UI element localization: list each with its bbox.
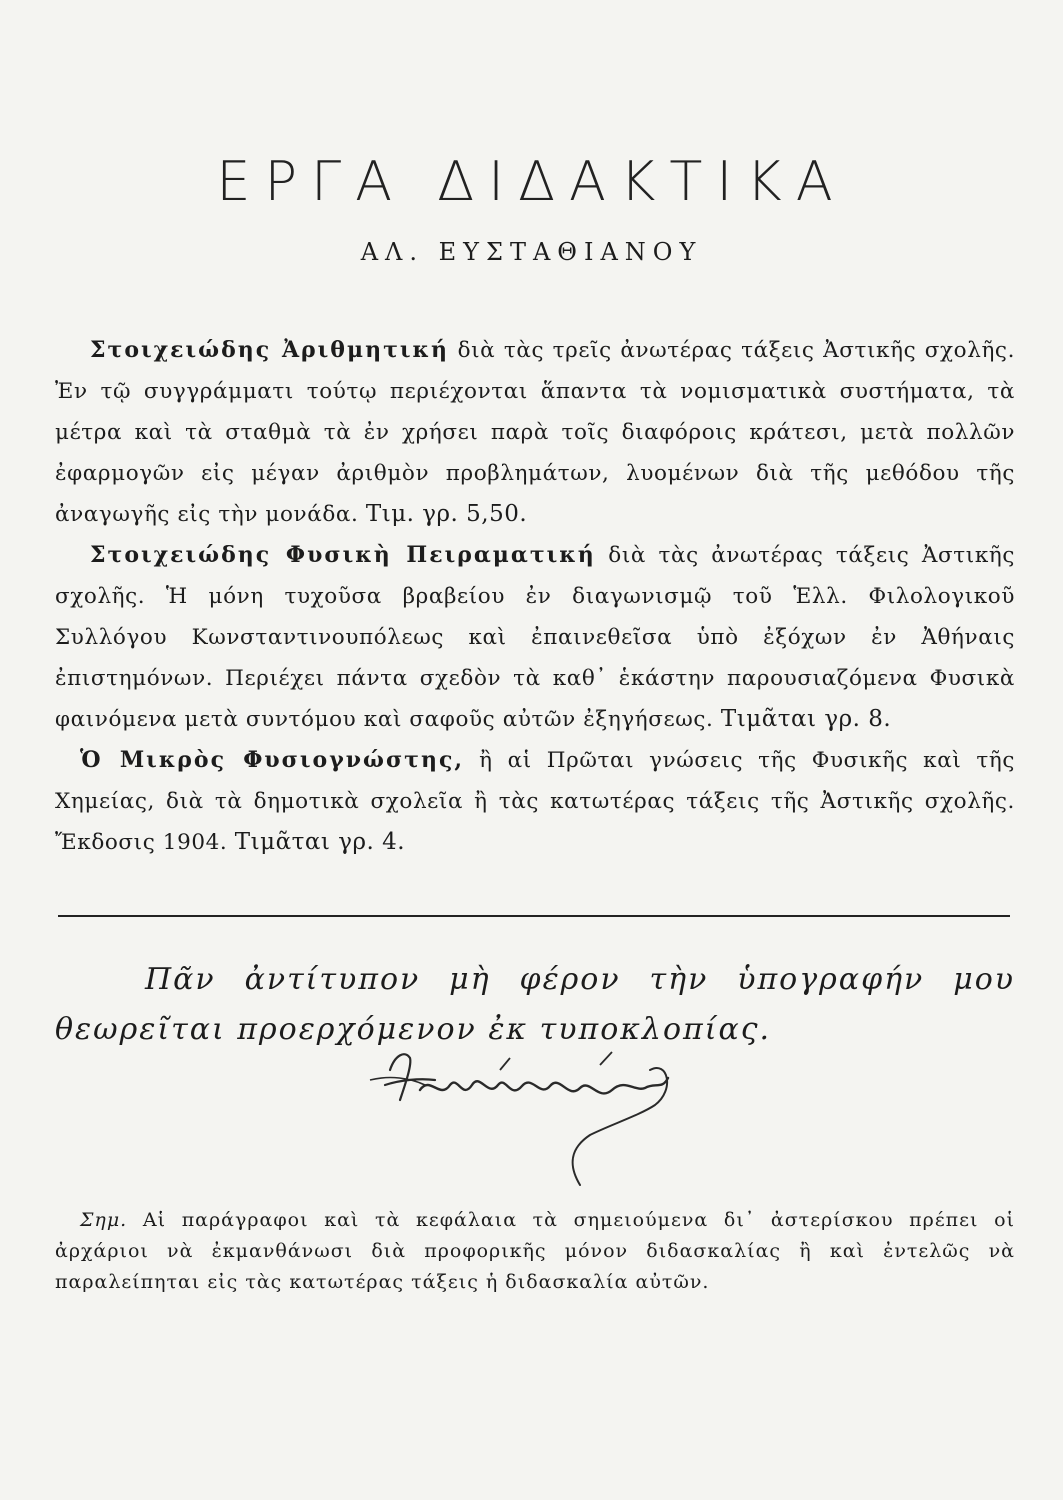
work-price: Τιμ. γρ. 5,50.: [365, 501, 528, 527]
work-description: διὰ τὰς τρεῖς ἀνωτέρας τάξεις Ἀστικῆς σχολῆς. Ἐν τῷ συγγράμματι τούτῳ περιέχονται ἅπαντα τὰ νομισματικὰ συστήματα, τὰ μέτρα καὶ τὰ σταθμὰ τὰ ἐν χρήσει παρὰ τοῖς διαφόροις κράτεσι, μετὰ πολλῶν ἐφαρμογῶν εἰς μέγαν ἀριθμὸν προβλημάτων, λυομένων διὰ τῆς μεθόδου τῆς ἀναγωγῆς εἰς τὴν μονάδα.: [55, 338, 1015, 527]
copyright-notice: Πᾶν ἀντίτυπον μὴ φέρον τὴν ὑπογραφήν μου θεωρεῖται προερχόμενον ἐκ τυποκλοπίας.: [55, 962, 1015, 1047]
work-entry-physics: [55, 535, 1015, 740]
work-price: Τιμᾶται γρ. 8.: [720, 706, 892, 732]
work-description: ἢ αἱ Πρῶται γνώσεις τῆς Φυσικῆς καὶ τῆς Χημείας, διὰ τὰ δημοτικὰ σχολεῖα ἢ τὰς κατωτέρας τάξεις τῆς Ἀστικῆς σχολῆς. Ἔκδοσις 1904.: [55, 748, 1015, 855]
page-title: ΕΡΓΑ ΔΙΔΑΚΤΙΚΑ: [216, 150, 847, 213]
work-title: Ὁ Μικρὸς Φυσιογνώστης,: [80, 747, 465, 773]
work-title: Στοιχειώδης Φυσικὴ Πειραματική: [90, 542, 596, 568]
work-entry-naturalist: [55, 740, 1015, 863]
footnote: [55, 1205, 1015, 1298]
footnote-label: Σημ.: [80, 1209, 128, 1231]
work-description: διὰ τὰς ἀνωτέρας τάξεις Ἀστικῆς σχολῆς. Ἡ μόνη τυχοῦσα βραβείου ἐν διαγωνισμῷ τοῦ Ἑλλ. Φιλολογικοῦ Συλλόγου Κωνσταντινουπόλεως καὶ ἐπαινεθεῖσα ὑπὸ ἐξόχων ἐν Ἀθήναις ἐπιστημόνων. Περιέχει πάντα σχεδὸν τὰ καθ᾽ ἑκάστην παρουσιαζόμενα Φυσικὰ φαινόμενα μετὰ συντόμου καὶ σαφοῦς αὐτῶν ἐξηγήσεως.: [55, 543, 1015, 732]
handwritten-signature: [350, 1030, 690, 1200]
work-price: Τιμᾶται γρ. 4.: [234, 829, 406, 855]
work-title: Στοιχειώδης Ἀριθμητική: [90, 337, 450, 363]
works-list: [55, 330, 1015, 863]
work-entry-arithmetic: [55, 330, 1015, 535]
divider-rule: [58, 915, 1010, 917]
footnote-text: Αἱ παράγραφοι καὶ τὰ κεφάλαια τὰ σημειούμενα δι᾽ ἀστερίσκου πρέπει οἱ ἀρχάριοι νὰ ἐκμανθάνωσι διὰ προφορικῆς μόνον διδασκαλίας ἢ καὶ ἐντελῶς νὰ παραλείπηται εἰς τὰς κατωτέρας τάξεις ἡ διδασκαλία αὐτῶν.: [55, 1209, 1015, 1293]
author-name: ΑΛ. ΕΥΣΤΑΘΙΑΝΟΥ: [360, 238, 703, 266]
